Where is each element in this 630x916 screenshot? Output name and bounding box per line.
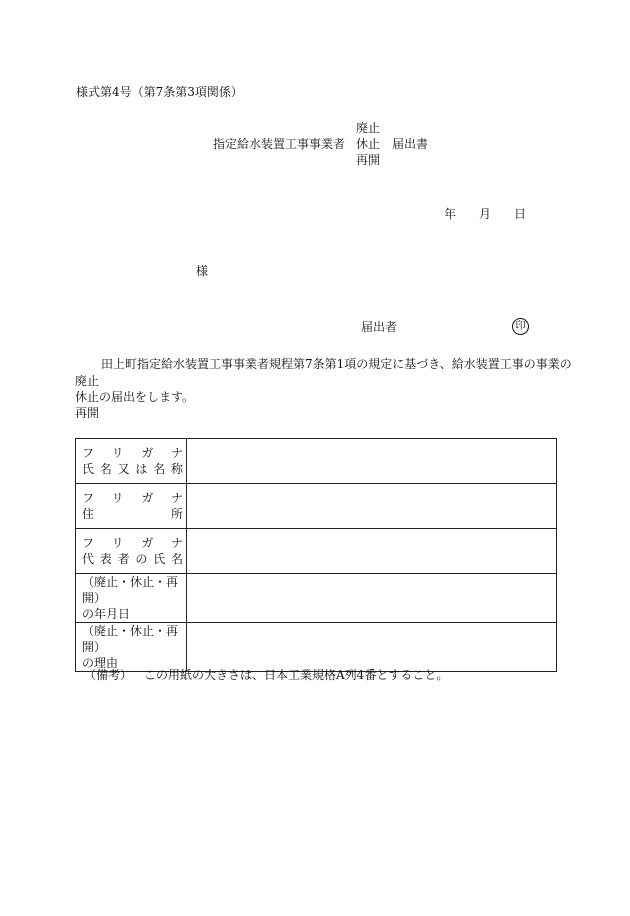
remarks-label: （備考） (84, 668, 133, 682)
table-row (76, 529, 557, 574)
label-char: の (135, 552, 148, 566)
label-char: フ (82, 446, 95, 460)
title-suffix: 届出書 (392, 137, 429, 151)
label-char: リ (111, 536, 124, 550)
form-number: 様式第4号（第7条第3項関係） (76, 85, 243, 99)
address-label (82, 506, 183, 522)
body-line-2 (75, 389, 194, 405)
label-char: フ (82, 536, 95, 550)
label-char: 称 (170, 462, 183, 476)
reason-label-line-2: の理由 (82, 656, 119, 670)
label-char: は (135, 462, 148, 476)
table-row (76, 439, 557, 484)
label-char: ナ (170, 536, 183, 550)
representative-label (82, 551, 183, 567)
reason-label-cell (76, 623, 187, 672)
title-option-haishi: 廃止 (356, 121, 381, 135)
label-char: フ (82, 491, 95, 505)
body-line-1: 田上町指定給水装置工事事業者規程第7条第1項の規定に基づき、給水装置工事の事業の (101, 357, 572, 371)
label-char: 住 (82, 507, 95, 521)
address-value-cell[interactable] (187, 484, 557, 529)
label-char: リ (111, 446, 124, 460)
label-char: リ (111, 491, 124, 505)
body-option-saikai: 再開 (75, 406, 100, 420)
address-label-cell (76, 484, 187, 529)
name-label-cell (76, 439, 187, 484)
name-label (82, 461, 183, 477)
furigana-label (82, 490, 183, 506)
label-char: 表 (99, 552, 112, 566)
date-label-line-2: の年月日 (82, 607, 131, 621)
remarks (84, 667, 448, 683)
body-line-2-suffix: の届出をします。 (99, 390, 195, 404)
date-month: 月 (479, 207, 492, 221)
label-char: 者 (117, 552, 130, 566)
date-label-line-1: （廃止・休止・再開） (82, 575, 179, 605)
addressee: 様 (196, 264, 209, 278)
body-option-kyushi: 休止 (75, 390, 100, 404)
date-year: 年 (444, 207, 457, 221)
reason-value-cell[interactable] (187, 623, 557, 672)
name-value-cell[interactable] (187, 439, 557, 484)
label-char: 名 (99, 462, 112, 476)
label-char: 代 (82, 552, 95, 566)
title-prefix: 指定給水装置工事事業者 (213, 137, 346, 151)
representative-label-cell (76, 529, 187, 574)
remarks-text: この用紙の大きさは、日本工業規格A列4番とすること。 (144, 668, 449, 682)
title-option-saikai: 再開 (356, 153, 381, 167)
applicant-label: 届出者 (361, 320, 398, 334)
reason-label-line-1: （廃止・休止・再開） (82, 624, 179, 654)
representative-value-cell[interactable] (187, 529, 557, 574)
label-char: 又 (117, 462, 130, 476)
label-char: ナ (170, 491, 183, 505)
body-option-haishi: 廃止 (75, 374, 100, 388)
date-value-cell[interactable] (187, 574, 557, 623)
label-char: ガ (141, 536, 154, 550)
label-char: ガ (141, 491, 154, 505)
label-char: 名 (170, 552, 183, 566)
label-char: 氏 (82, 462, 95, 476)
table-row (76, 623, 557, 672)
table-row (76, 484, 557, 529)
date-day: 日 (514, 207, 527, 221)
label-char: 氏 (153, 552, 166, 566)
furigana-label (82, 535, 183, 551)
notification-form-table (75, 438, 557, 672)
seal-mark: 印 (512, 318, 529, 335)
table-row (76, 574, 557, 623)
label-char: 名 (153, 462, 166, 476)
date-label-cell (76, 574, 187, 623)
title-option-kyushi: 休止 (356, 137, 381, 151)
label-char: ナ (170, 446, 183, 460)
furigana-label (82, 445, 183, 461)
label-char: 所 (170, 507, 183, 521)
label-char: ガ (141, 446, 154, 460)
